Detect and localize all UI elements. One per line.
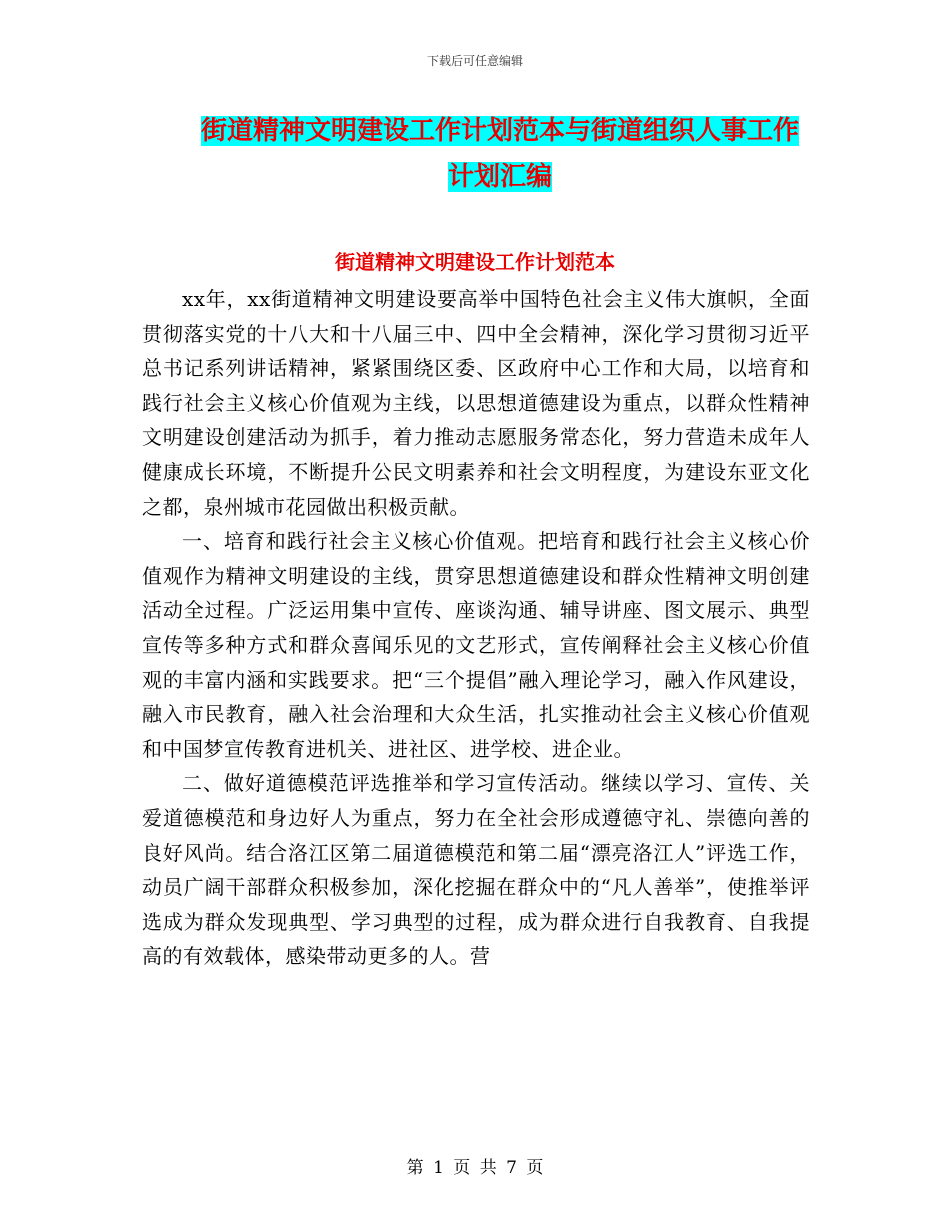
paragraph-section-2: 二、做好道德模范评选推举和学习宣传活动。继续以学习、宣传、关爱道德模范和身边好人为重点，努力在全社会形成遵德守礼、崇德向善的良好风尚。结合洛江区第二届道德模范和第二届“漂亮洛江人”评选工作，动员广阔干部群众积极参加，深化挖掘在群众中的“凡人善举”，使推举评选成为群众发现典型、学习典型的过程，成为群众进行自我教育、自我提高的有效载体，感染带动更多的人。营: [142, 771, 810, 969]
document-title: [190, 108, 810, 200]
paragraph-section-1: 一、培育和践行社会主义核心价值观。把培育和践行社会主义核心价值观作为精神文明建设的主线，贯穿思想道德建设和群众性精神文明创建活动全过程。广泛运用集中宣传、座谈沟通、辅导讲座、图文展示、典型宣传等多种方式和群众喜闻乐见的文艺形式，宣传阐释社会主义核心价值观的丰富内涵和实践要求。把“三个提倡”融入理论学习，融入作风建设，融入市民教育，融入社会治理和大众生活，扎实推动社会主义核心价值观和中国梦宣传教育进机关、进社区、进学校、进企业。: [142, 529, 810, 761]
document-title-text: 街道精神文明建设工作计划范本与街道组织人事工作计划汇编: [200, 116, 799, 192]
section-title: 街道精神文明建设工作计划范本: [335, 250, 615, 274]
page-header-note: 下载后可任意编辑: [426, 54, 523, 68]
paragraph-intro: xx年，xx街道精神文明建设要高举中国特色社会主义伟大旗帜，全面贯彻落实党的十八大和十八届三中、四中全会精神，深化学习贯彻习近平总书记系列讲话精神，紧紧围绕区委、区政府中心工作和大局，以培育和践行社会主义核心价值观为主线，以思想道德建设为重点，以群众性精神文明建设创建活动为抓手，着力推动志愿服务常态化，努力营造未成年人健康成长环境，不断提升公民文明素养和社会文明程度，为建设东亚文化之都，泉州城市花园做出积极贡献。: [142, 287, 810, 519]
document-body: [142, 282, 810, 974]
page-number-footer: 第 1 页 共 7 页: [406, 1158, 544, 1178]
